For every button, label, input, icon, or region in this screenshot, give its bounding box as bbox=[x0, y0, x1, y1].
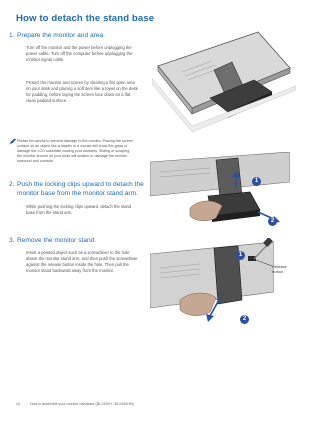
step-3-number: 3. bbox=[9, 237, 15, 244]
page-footer bbox=[16, 402, 134, 406]
step-1-note: Please be careful to prevent damage to the monitor. Placing the screen surface on an object like a stapler or a mouse will crack the glass or damage the LCD substrate voiding your warranty. Sliding or scraping the monitor around on your desk will scratch or damage the monitor surround and controls. bbox=[17, 139, 134, 164]
release-button-label bbox=[272, 264, 287, 274]
step-3-heading bbox=[9, 236, 96, 245]
step-3-callout-2: 2 bbox=[240, 315, 249, 324]
step-2-heading bbox=[9, 180, 144, 189]
step-2-paragraph: While pushing the locking clips upward, detach the stand base from the stand arm. bbox=[26, 204, 132, 215]
step-1-heading-text: Prepare the monitor and area. bbox=[17, 32, 105, 39]
step-3-heading-text: Remove the monitor stand. bbox=[17, 237, 97, 244]
step-3-paragraph: Insert a pointed object such as a screwdriver to the hole above the monitor stand arm, and then push the screwdriver against the release button inside the hole. Then pull the monitor stand backward away from the monitor. bbox=[26, 250, 138, 273]
step-1-heading bbox=[9, 31, 105, 40]
page-title: How to detach the stand base bbox=[16, 13, 155, 24]
note-pencil-icon bbox=[9, 138, 17, 145]
step-2-number: 2. bbox=[9, 181, 15, 188]
figure-monitor-face-down bbox=[152, 28, 296, 136]
figure-remove-stand bbox=[150, 238, 274, 326]
step-2-callout-2: 2 bbox=[268, 217, 277, 226]
step-1-paragraph-2: Protect the monitor and screen by clearing a flat open area on your desk and placing a soft item like a towel on the desk for padding, before laying the screen face down on a flat clean padded surface. bbox=[26, 80, 138, 103]
step-3-callout-1: 1 bbox=[236, 251, 245, 260]
step-1-paragraph-1: Turn off the monitor and the power before unplugging the power cable. Turn off the computer before unplugging the monitor signal cable. bbox=[26, 45, 133, 62]
footer-chapter-title: How to assemble your monitor hardware (BL2400H / BL2400HM) bbox=[30, 402, 134, 406]
step-1-number: 1. bbox=[9, 32, 15, 39]
release-button-label-line-1: Release bbox=[272, 264, 287, 269]
step-2-heading-line-2: monitor base from the monitor stand arm. bbox=[17, 190, 138, 197]
release-button-label-line-2: button bbox=[272, 269, 284, 274]
step-2-callout-1: 1 bbox=[252, 177, 261, 186]
page-number: 14 bbox=[16, 402, 20, 406]
step-2-heading-line-1: Push the locking clips upward to detach the bbox=[17, 181, 144, 188]
